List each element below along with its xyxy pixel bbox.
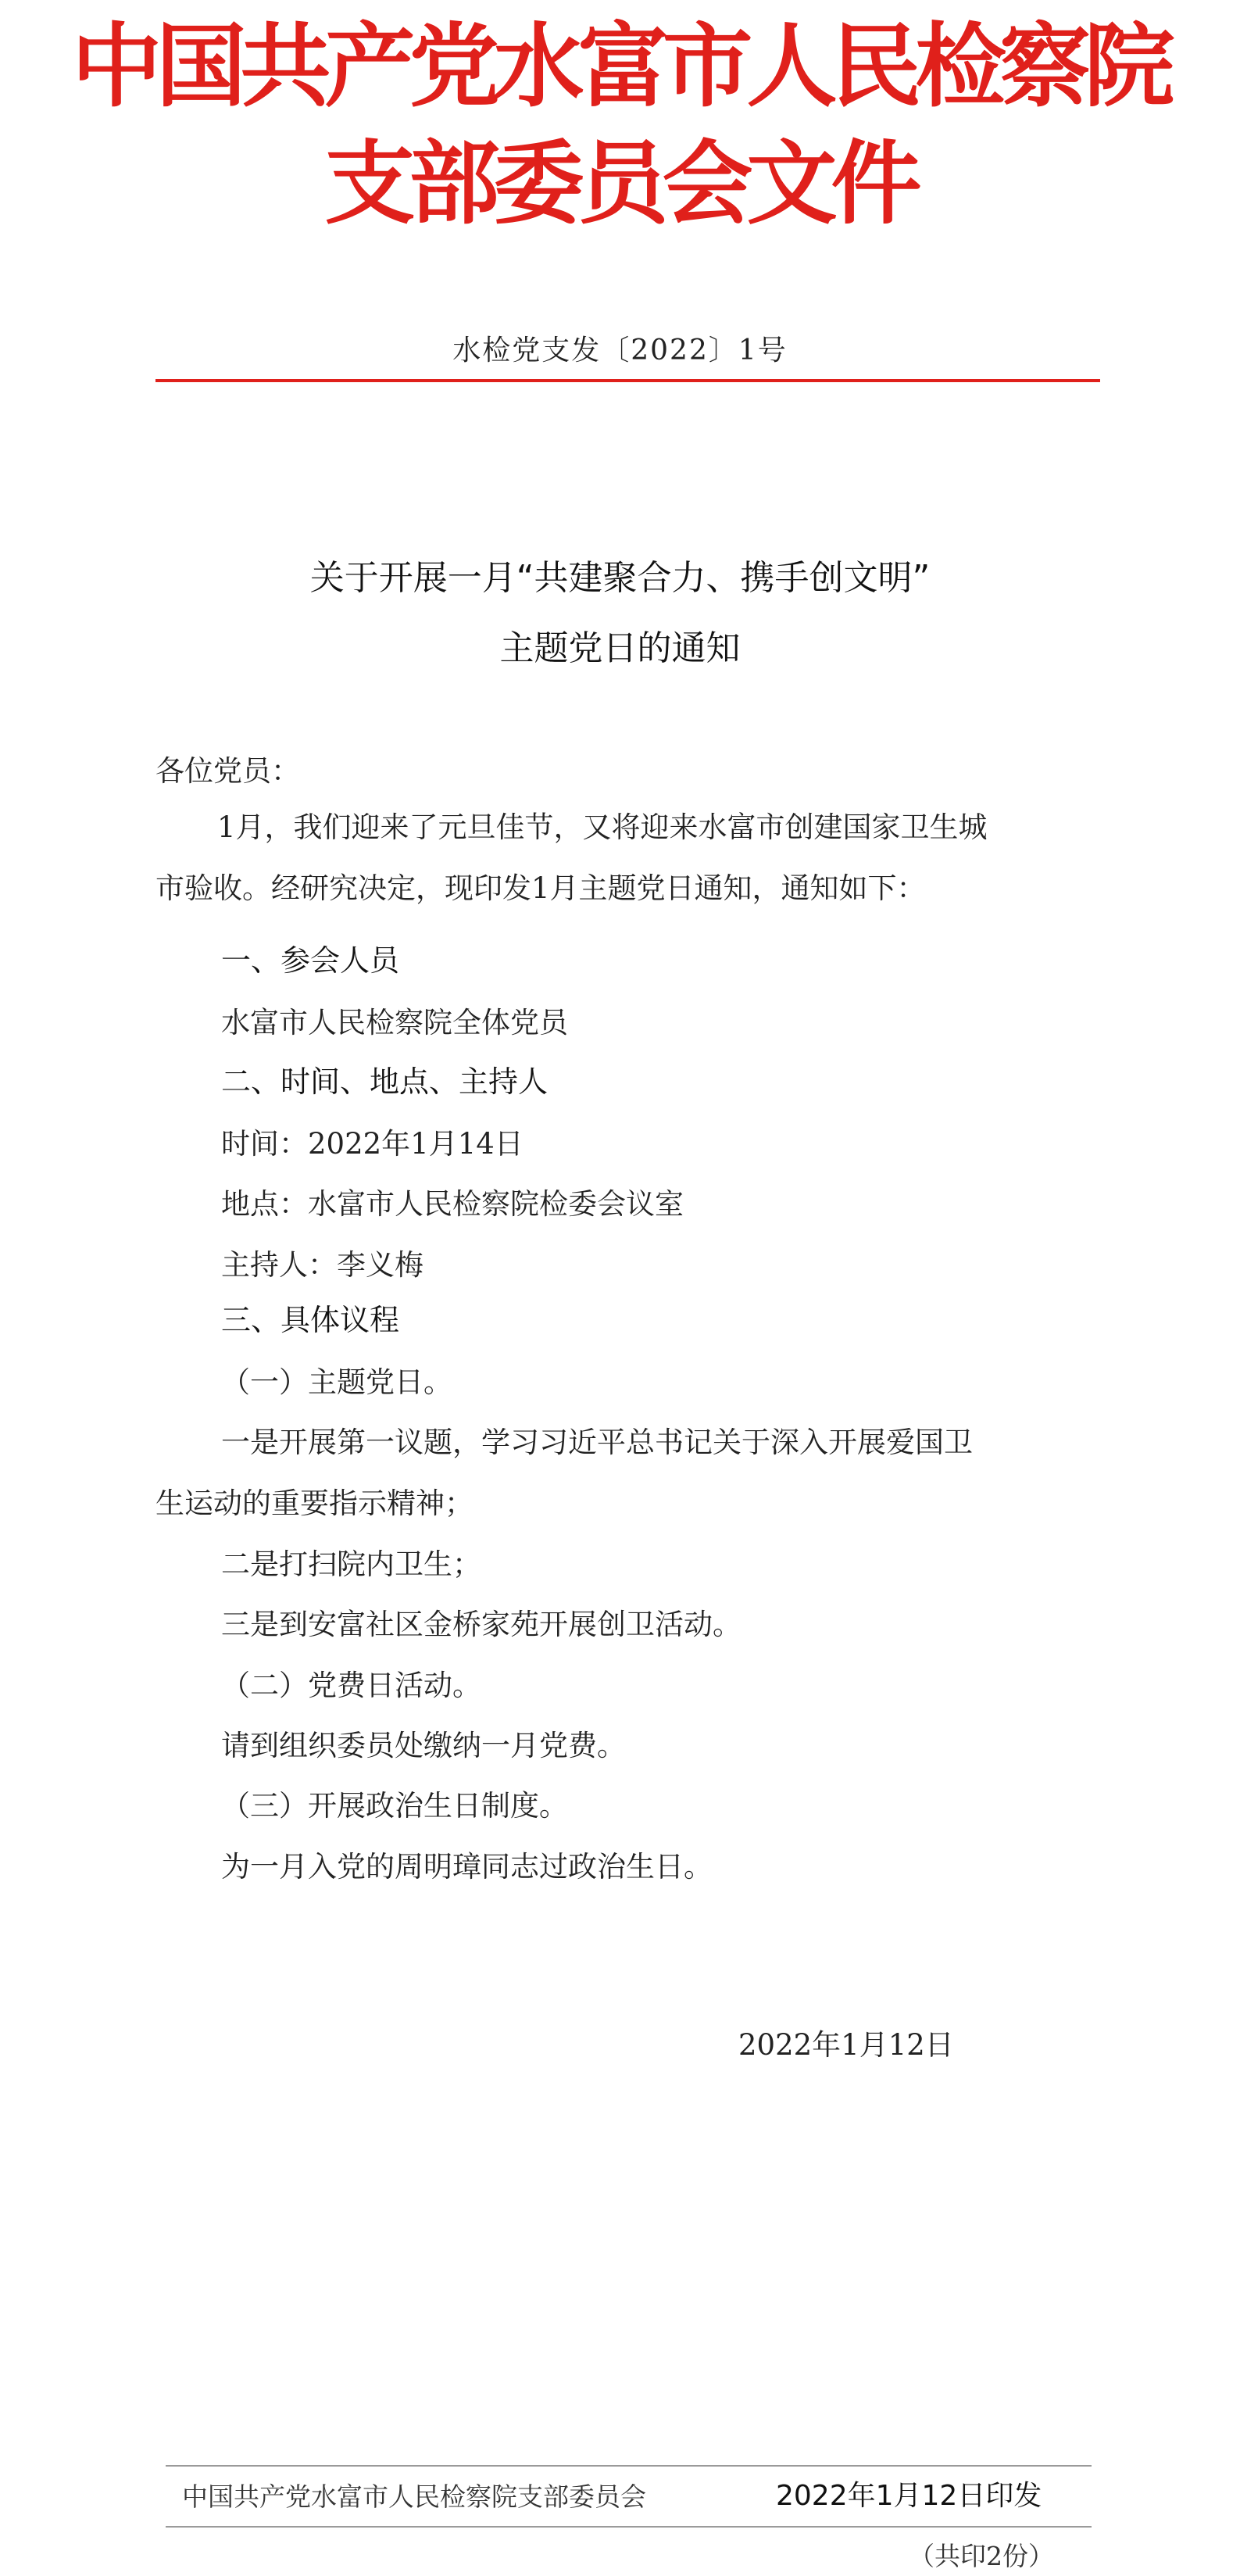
agenda-sub-heading-3: （三）开展政治生日制度。: [221, 1789, 568, 1823]
footer-copies: （共印2份）: [909, 2541, 1054, 2571]
agenda-sub-heading-2: （二）党费日活动。: [221, 1669, 481, 1702]
agenda-item-1-line1: 一是开展第一议题，学习习近平总书记关于深入开展爱国卫: [221, 1426, 973, 1459]
document-header-type: 支部委员会文件: [324, 131, 916, 237]
section-heading-attendees: 一、参会人员: [221, 943, 400, 978]
agenda-item-1-line2: 生运动的重要指示精神；: [155, 1487, 473, 1520]
meeting-host: 主持人：李义梅: [221, 1248, 423, 1282]
meeting-place: 地点：水富市人民检察院检委会议室: [221, 1187, 684, 1221]
footer-bottom-rule: [166, 2526, 1092, 2528]
intro-paragraph-line1: 1月，我们迎来了元旦佳节，又将迎来水富市创建国家卫生城: [217, 810, 988, 844]
signature-date: 2022年1月12日: [738, 2028, 954, 2062]
agenda-item-2: 二是打扫院内卫生；: [221, 1547, 481, 1581]
attendees-text: 水富市人民检察院全体党员: [221, 1006, 568, 1039]
notice-title-line2: 主题党日的通知: [499, 628, 741, 668]
footer-issuer: 中国共产党水富市人民检察院支部委员会: [182, 2481, 646, 2512]
footer-issue-date: 2022年1月12日印发: [776, 2480, 1042, 2512]
agenda-sub-heading-1: （一）主题党日。: [221, 1365, 452, 1399]
political-birthday-text: 为一月入党的周明璋同志过政治生日。: [221, 1850, 713, 1884]
meeting-time: 时间：2022年1月14日: [221, 1127, 524, 1161]
intro-paragraph-line2: 市验收。经研究决定，现印发1月主题党日通知，通知如下：: [155, 871, 926, 905]
party-fee-text: 请到组织委员处缴纳一月党费。: [221, 1729, 626, 1762]
footer-top-rule: [166, 2465, 1092, 2467]
agenda-item-3: 三是到安富社区金桥家苑开展创卫活动。: [221, 1608, 741, 1641]
document-number: 水检党支发〔2022〕1号: [452, 335, 788, 367]
header-red-rule: [155, 379, 1100, 382]
salutation: 各位党员：: [155, 754, 300, 788]
section-heading-time-place-host: 二、时间、地点、主持人: [221, 1064, 549, 1099]
document-header-issuer: 中国共产党水富市人民检察院: [71, 14, 1169, 120]
section-heading-agenda: 三、具体议程: [221, 1303, 400, 1337]
notice-title-line1: 关于开展一月“共建聚合力、携手创文明”: [309, 558, 931, 598]
